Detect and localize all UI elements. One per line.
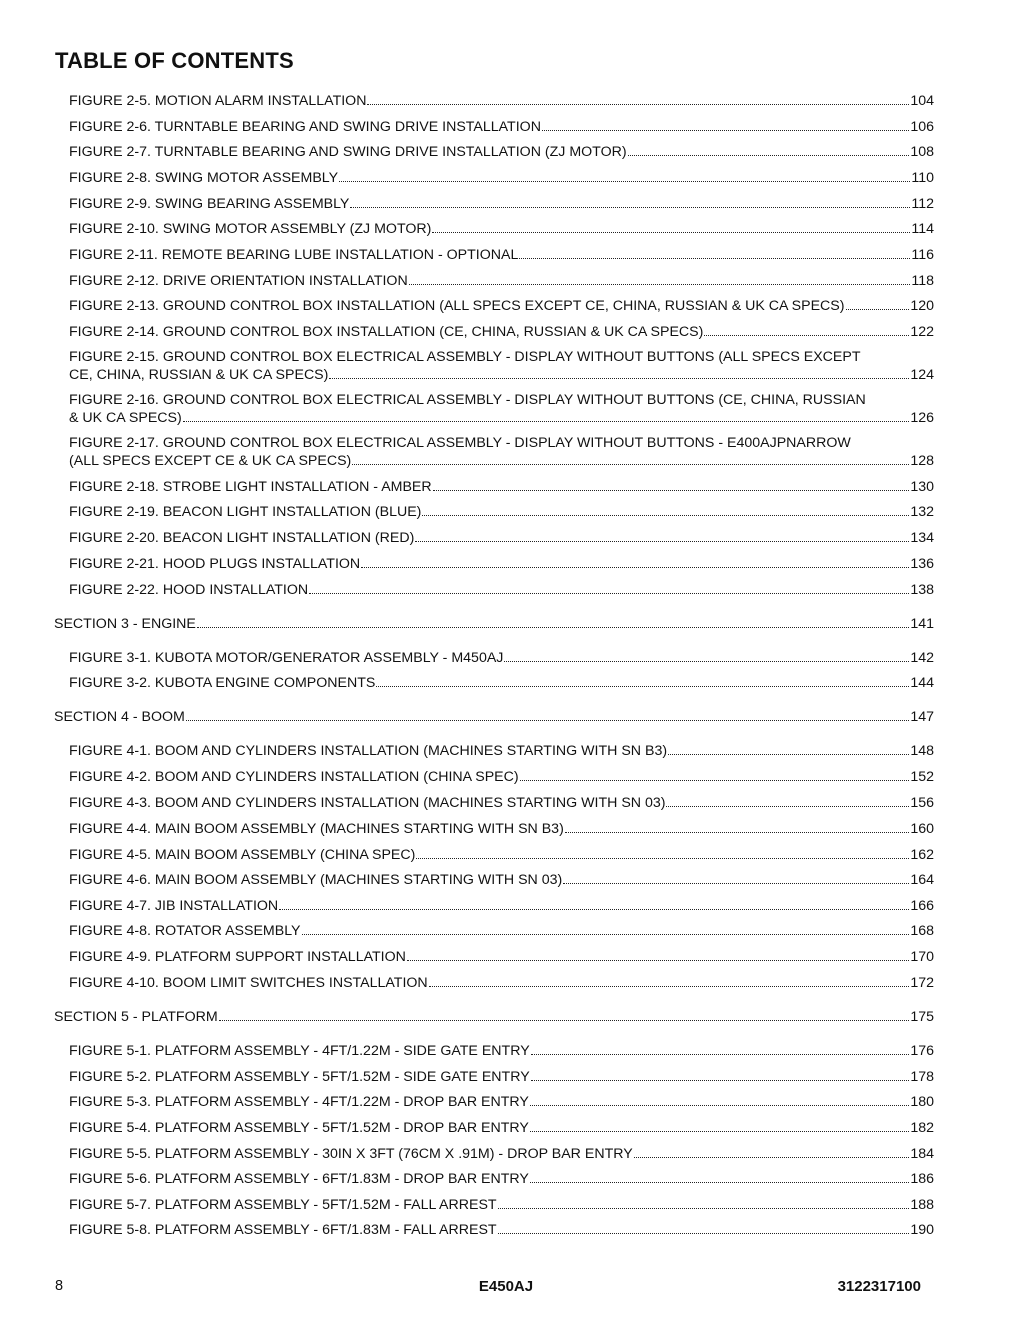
toc-entry-title: FIGURE 2-8. SWING MOTOR ASSEMBLY [69, 170, 339, 186]
toc-entry-page: 114 [911, 221, 934, 237]
toc-entry-title: SECTION 4 - BOOM [54, 709, 185, 725]
dot-leader [634, 1145, 910, 1158]
dot-leader [504, 649, 909, 662]
toc-entry-title: FIGURE 4-1. BOOM AND CYLINDERS INSTALLATION (MACHINES STARTING WITH SN B3) [69, 743, 668, 759]
dot-leader [531, 1068, 910, 1081]
dot-leader [704, 323, 909, 336]
toc-entry-page: 147 [910, 709, 934, 725]
toc-entry-title: FIGURE 2-7. TURNTABLE BEARING AND SWING DRIVE INSTALLATION (ZJ MOTOR) [69, 144, 627, 160]
dot-leader [432, 220, 910, 233]
toc-entry-title: FIGURE 5-4. PLATFORM ASSEMBLY - 5FT/1.52M - DROP BAR ENTRY [69, 1120, 529, 1136]
dot-leader [186, 708, 909, 721]
toc-entry-page: 160 [910, 821, 934, 837]
dot-leader [563, 871, 909, 884]
toc-entry-page: 120 [910, 298, 934, 314]
toc-entry-title: FIGURE 4-4. MAIN BOOM ASSEMBLY (MACHINES STARTING WITH SN B3) [69, 821, 564, 837]
toc-entry-page: 180 [910, 1094, 934, 1110]
toc-entry-title: FIGURE 4-2. BOOM AND CYLINDERS INSTALLATION (CHINA SPEC) [69, 769, 519, 785]
toc-entry-page: 162 [910, 847, 934, 863]
toc-entry-page: 142 [910, 650, 934, 666]
toc-entry-page: 132 [910, 504, 934, 520]
dot-leader [498, 1196, 910, 1209]
toc-entry-title: FIGURE 5-3. PLATFORM ASSEMBLY - 4FT/1.22M - DROP BAR ENTRY [69, 1094, 529, 1110]
toc-entry-page: 170 [910, 949, 934, 965]
toc-entry-page: 118 [911, 273, 934, 289]
toc-entry-page: 152 [910, 769, 934, 785]
dot-leader [668, 742, 909, 755]
toc-entry-title: FIGURE 2-5. MOTION ALARM INSTALLATION [69, 93, 367, 109]
dot-leader [376, 674, 909, 687]
dot-leader [422, 503, 909, 516]
toc-entry-title: FIGURE 2-19. BEACON LIGHT INSTALLATION (BLUE) [69, 504, 422, 520]
toc-entry-page: 104 [910, 93, 934, 109]
dot-leader [339, 169, 910, 182]
dot-leader [530, 1170, 909, 1183]
toc-entry-page: 182 [910, 1120, 934, 1136]
toc-entry-title: FIGURE 2-11. REMOTE BEARING LUBE INSTALLATION - OPTIONAL [69, 247, 519, 263]
dot-leader [279, 897, 909, 910]
footer-page-number: 8 [55, 1278, 64, 1294]
dot-leader [628, 143, 910, 156]
toc-entry-page: 116 [911, 247, 934, 263]
dot-leader [415, 529, 909, 542]
dot-leader [565, 820, 910, 833]
toc-entry-title: FIGURE 5-6. PLATFORM ASSEMBLY - 6FT/1.83M - DROP BAR ENTRY [69, 1171, 529, 1187]
toc-entry-page: 184 [910, 1146, 934, 1162]
toc-entry-page: 110 [911, 170, 934, 186]
toc-entry-title: FIGURE 4-10. BOOM LIMIT SWITCHES INSTALLATION [69, 975, 428, 991]
footer-doc-number: 3122317100 [837, 1278, 921, 1295]
toc-entry-title: FIGURE 2-6. TURNTABLE BEARING AND SWING DRIVE INSTALLATION [69, 119, 541, 135]
toc-entry-title: FIGURE 2-14. GROUND CONTROL BOX INSTALLATION (CE, CHINA, RUSSIAN & UK CA SPECS) [69, 324, 704, 340]
toc-entry-title: FIGURE 3-2. KUBOTA ENGINE COMPONENTS [69, 675, 376, 691]
toc-entry-page: 124 [910, 367, 934, 383]
toc-entry-title: FIGURE 5-1. PLATFORM ASSEMBLY - 4FT/1.22M - SIDE GATE ENTRY [69, 1043, 530, 1059]
dot-leader [197, 615, 909, 628]
dot-leader [429, 974, 910, 987]
toc-entry-title: FIGURE 2-10. SWING MOTOR ASSEMBLY (ZJ MOTOR) [69, 221, 432, 237]
dot-leader [519, 246, 910, 259]
dot-leader [520, 768, 910, 781]
toc-entry-title: FIGURE 2-18. STROBE LIGHT INSTALLATION - AMBER [69, 479, 432, 495]
toc-entry-page: 172 [910, 975, 934, 991]
toc-entry-title: FIGURE 4-7. JIB INSTALLATION [69, 898, 279, 914]
toc-entry-page: 168 [910, 923, 934, 939]
dot-leader [530, 1119, 909, 1132]
toc-entry-page: 144 [910, 675, 934, 691]
toc-entry-title: FIGURE 4-9. PLATFORM SUPPORT INSTALLATION [69, 949, 406, 965]
toc-entry-title: FIGURE 4-8. ROTATOR ASSEMBLY [69, 923, 301, 939]
toc-entry-page: 188 [910, 1197, 934, 1213]
toc-entry-title: FIGURE 5-5. PLATFORM ASSEMBLY - 30IN X 3FT (76CM X .91M) - DROP BAR ENTRY [69, 1146, 633, 1162]
toc-entry-page: 178 [910, 1069, 934, 1085]
toc-entry-page: 164 [910, 872, 934, 888]
toc-entry-page: 136 [910, 556, 934, 572]
dot-leader [302, 922, 910, 935]
dot-leader [361, 555, 909, 568]
dot-leader [409, 272, 911, 285]
toc-entry-title: FIGURE 2-9. SWING BEARING ASSEMBLY [69, 196, 350, 212]
toc-entry-title: FIGURE 2-20. BEACON LIGHT INSTALLATION (RED) [69, 530, 415, 546]
toc-entry-page: 190 [910, 1222, 934, 1238]
toc-entry-page: 108 [910, 144, 934, 160]
dot-leader [183, 409, 910, 422]
dot-leader [367, 92, 909, 105]
dot-leader [542, 118, 909, 131]
toc-entry-page: 106 [910, 119, 934, 135]
dot-leader [530, 1093, 909, 1106]
toc-entry-title: FIGURE 4-6. MAIN BOOM ASSEMBLY (MACHINES STARTING WITH SN 03) [69, 872, 563, 888]
toc-entry-page: 128 [910, 453, 934, 469]
toc-entry-page: 156 [910, 795, 934, 811]
dot-leader [219, 1008, 910, 1021]
toc-entry-title: FIGURE 2-12. DRIVE ORIENTATION INSTALLATION [69, 273, 408, 289]
toc-entry-title-continued: (ALL SPECS EXCEPT CE & UK CA SPECS) [69, 453, 352, 469]
dot-leader [416, 846, 909, 859]
toc-entry-page: 122 [910, 324, 934, 340]
toc-entry-title: FIGURE 2-21. HOOD PLUGS INSTALLATION [69, 556, 361, 572]
dot-leader [309, 581, 909, 594]
dot-leader [407, 948, 909, 961]
dot-leader [329, 366, 909, 379]
toc-entry-title-continued: & UK CA SPECS) [69, 410, 182, 426]
dot-leader [846, 297, 910, 310]
dot-leader [433, 478, 910, 491]
dot-leader [352, 452, 909, 465]
toc-entry-page: 148 [910, 743, 934, 759]
footer-model: E450AJ [478, 1278, 534, 1295]
toc-entry-title: FIGURE 2-16. GROUND CONTROL BOX ELECTRICAL ASSEMBLY - DISPLAY WITHOUT BUTTONS (CE, CHINA, RUSSIAN [69, 392, 866, 408]
toc-entry-title: FIGURE 2-17. GROUND CONTROL BOX ELECTRICAL ASSEMBLY - DISPLAY WITHOUT BUTTONS - E400AJPNARROW [69, 435, 851, 451]
dot-leader [350, 195, 910, 208]
toc-entry-title: FIGURE 4-5. MAIN BOOM ASSEMBLY (CHINA SPEC) [69, 847, 416, 863]
dot-leader [531, 1042, 910, 1055]
toc-entry-page: 138 [910, 582, 934, 598]
toc-entry-page: 141 [910, 616, 934, 632]
toc-entry-title: FIGURE 3-1. KUBOTA MOTOR/GENERATOR ASSEMBLY - M450AJ [69, 650, 504, 666]
toc-entry-page: 130 [910, 479, 934, 495]
toc-entry-title: FIGURE 5-7. PLATFORM ASSEMBLY - 5FT/1.52M - FALL ARREST [69, 1197, 497, 1213]
toc-entry-title-continued: CE, CHINA, RUSSIAN & UK CA SPECS) [69, 367, 329, 383]
toc-entry-title: FIGURE 2-13. GROUND CONTROL BOX INSTALLATION (ALL SPECS EXCEPT CE, CHINA, RUSSIAN & UK CA SPECS) [69, 298, 845, 314]
toc-entry-title: FIGURE 4-3. BOOM AND CYLINDERS INSTALLATION (MACHINES STARTING WITH SN 03) [69, 795, 666, 811]
toc-entry-title: SECTION 3 - ENGINE [54, 616, 196, 632]
page-title: TABLE OF CONTENTS [55, 48, 294, 73]
toc-entry-title: FIGURE 5-8. PLATFORM ASSEMBLY - 6FT/1.83M - FALL ARREST [69, 1222, 497, 1238]
toc-entry-page: 186 [910, 1171, 934, 1187]
toc-entry-title: FIGURE 2-15. GROUND CONTROL BOX ELECTRICAL ASSEMBLY - DISPLAY WITHOUT BUTTONS (ALL SPECS EXCEPT [69, 349, 861, 365]
toc-entry-page: 176 [910, 1043, 934, 1059]
toc-entry-page: 175 [910, 1009, 934, 1025]
dot-leader [666, 794, 909, 807]
toc-entry-page: 126 [910, 410, 934, 426]
dot-leader [498, 1221, 910, 1234]
toc-entry-title: SECTION 5 - PLATFORM [54, 1009, 218, 1025]
toc-entry-page: 166 [910, 898, 934, 914]
toc-entry-page: 134 [910, 530, 934, 546]
toc-entry-title: FIGURE 2-22. HOOD INSTALLATION [69, 582, 309, 598]
toc-entry-title: FIGURE 5-2. PLATFORM ASSEMBLY - 5FT/1.52M - SIDE GATE ENTRY [69, 1069, 530, 1085]
toc-entry-page: 112 [911, 196, 934, 212]
